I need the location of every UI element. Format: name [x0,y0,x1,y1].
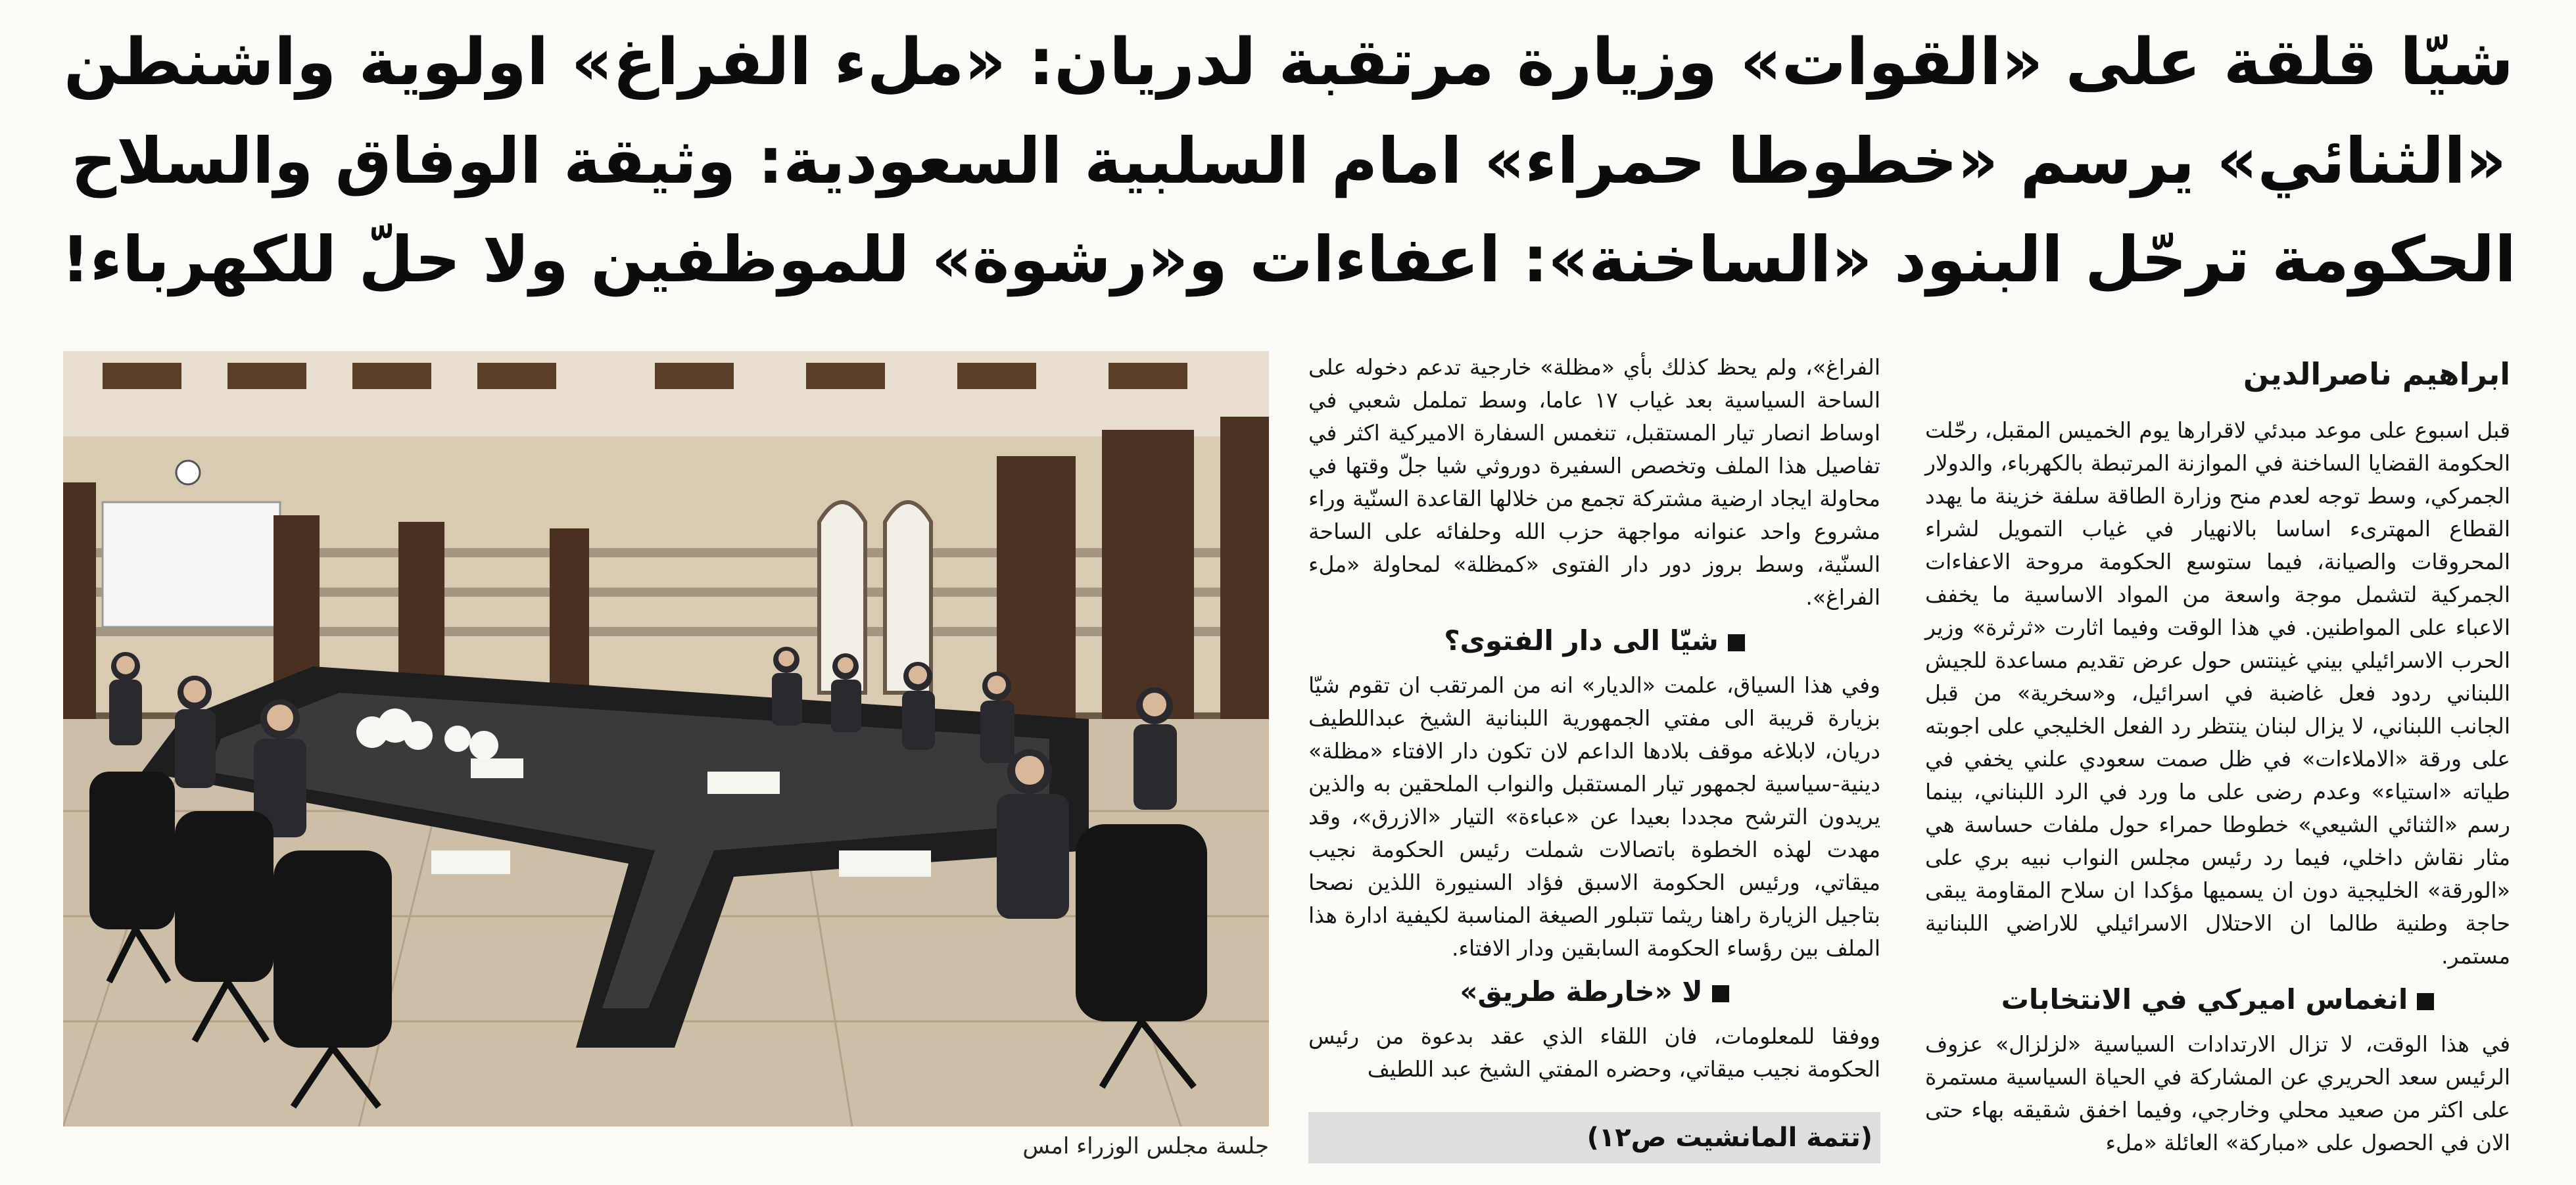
photo-illustration [63,351,1269,1127]
subhead-text: شيّا الى دار الفتوى؟ [1444,624,1719,657]
paragraph: وفي هذا السياق، علمت «الديار» انه من المرتقب ان تقوم شيّا بزيارة قريبة الى مفتي الجمهورية اللبنانية الشيخ عبداللطيف دريان، لابلاغه موقف بلادها الداعم لان تكون دار الافتاء «مظلة» دينية-سياسية لجمهور تيار المستقبل والنواب الملحقين به والذين يريدون الترشح مجددا بعيدا عن «عباءة» التيار «الازرق»، وقد مهدت لهذه الخطوة باتصالات شملت رئيس الحكومة نجيب ميقاتي، ورئيس الحكومة الاسبق فؤاد السنيورة اللذين نصحا بتاجيل الزيارة راهنا ريثما تتبلور الصيغة المناسبة لكيفية ادارة هذا الملف بين رؤساء الحكومة السابقين ودار الافتاء. [1308,672,1880,961]
paragraph: ووفقا للمعلومات، فان اللقاء الذي عقد بدعوة من رئيس الحكومة نجيب ميقاتي، وحضره المفتي الشيخ عبد اللطيف [1308,1023,1880,1082]
paragraph: قبل اسبوع على موعد مبدئي لاقرارها يوم الخميس المقبل، رحّلت الحكومة القضايا الساخنة في الموازنة المرتبطة بالكهرباء، والدولار الجمركي، وسط توجه لعدم منح وزارة الطاقة سلفة خزينة ما يهدد القطاع المهترىء اساسا بالانهيار في غياب التمويل لشراء المحروقات والصيانة، فيما ستوسع الحكومة مروحة الاعفاءات الجمركية لتشمل موجة واسعة من المواد الاساسية ما يخفف الاعباء على المواطنين. في هذا الوقت وفيما اثارت «ثرثرة» وزير الحرب الاسرائيلي بيني غينتس حول عرض تقديم مساعدة للجيش اللبناني ردود فعل غاضبة في اسرائيل، و«سخرية» من قبل الجانب اللبناني، لا يزال لبنان ينتظر رد الفعل الخليجي على اجوبته على ورقة «الاملاءات» في ظل صمت سعودي علني يخفي في طياته «استياء» وعدم رضى على ما ورد في الرد اللبناني، بينما رسم «الثنائي الشيعي» خطوطا حمراء حول ملفات حساسة هي مثار نقاش داخلي، فيما رد رئيس مجلس النواب نبيه بري على «الورقة» الخليجية دون ان يسميها مؤكدا ان سلاح المقاومة يبقى حاجة وطنية طالما ان الاحتلال الاسرائيلي للاراضي اللبنانية مستمر. [1925,417,2510,969]
continued-on-page-box [1308,1112,1880,1163]
square-bullet-icon [2417,993,2434,1010]
section-subhead [1308,971,1880,1012]
article-column-middle [1308,351,1880,1091]
headline-line-2: «الثنائي» يرسم «خطوطا حمراء» امام السلبية السعودية: وثيقة الوفاق والسلاح [70,124,2507,198]
author-byline: ابراهيم ناصرالدين [2243,356,2510,392]
section-subhead [1925,979,2510,1020]
continued-label: (تتمة المانشيت ص١٢) [1586,1123,1872,1153]
paragraph: الفراغ»، ولم يحظ كذلك بأي «مظلة» خارجية تدعم دخوله على الساحة السياسية بعد غياب ١٧ عاما، وسط تململ شعبي في اوساط انصار تيار المستقبل، تنغمس السفارة الاميركية اكثر في تفاصيل هذا الملف وتخصص السفيرة دوروثي شيا جلّ وقتها في محاولة ايجاد ارضية مشتركة تجمع من خلالها القاعدة السنّية وراء مشروع واحد عنوانه مواجهة حزب الله وحلفائه على الساحة السنّية، وسط بروز دور دار الفتوى «كمظلة» لمحاولة «ملء الفراغ». [1308,354,1880,610]
subhead-text: لا «خارطة طريق» [1460,975,1703,1008]
square-bullet-icon [1712,985,1729,1002]
headline-line-1: شيّا قلقة على «القوات» وزيارة مرتقبة لدريان: «ملء الفراغ» اولوية واشنطن [63,25,2514,100]
headline [46,13,2531,329]
subhead-text: انغماس اميركي في الانتخابات [2001,983,2408,1015]
cabinet-meeting-photo [63,351,1269,1127]
photo-caption: جلسة مجلس الوزراء امس [1022,1133,1269,1159]
headline-line-3: الحكومة ترحّل البنود «الساخنة»: اعفاءات و«رشوة» للموظفين ولا حلّ للكهرباء! [60,223,2517,296]
paragraph: في هذا الوقت، لا تزال الارتدادات السياسية «لزلزال» عزوف الرئيس سعد الحريري عن المشاركة في الحياة السياسية مستمرة على اكثر من صعيد محلي وخارجي، وفيما اخفق شقيقه بهاء حتى الان في الحصول على «مباركة» العائلة «ملء [1925,1031,2510,1155]
article-column-right [1925,351,2510,1165]
section-subhead [1308,620,1880,661]
square-bullet-icon [1728,634,1745,651]
